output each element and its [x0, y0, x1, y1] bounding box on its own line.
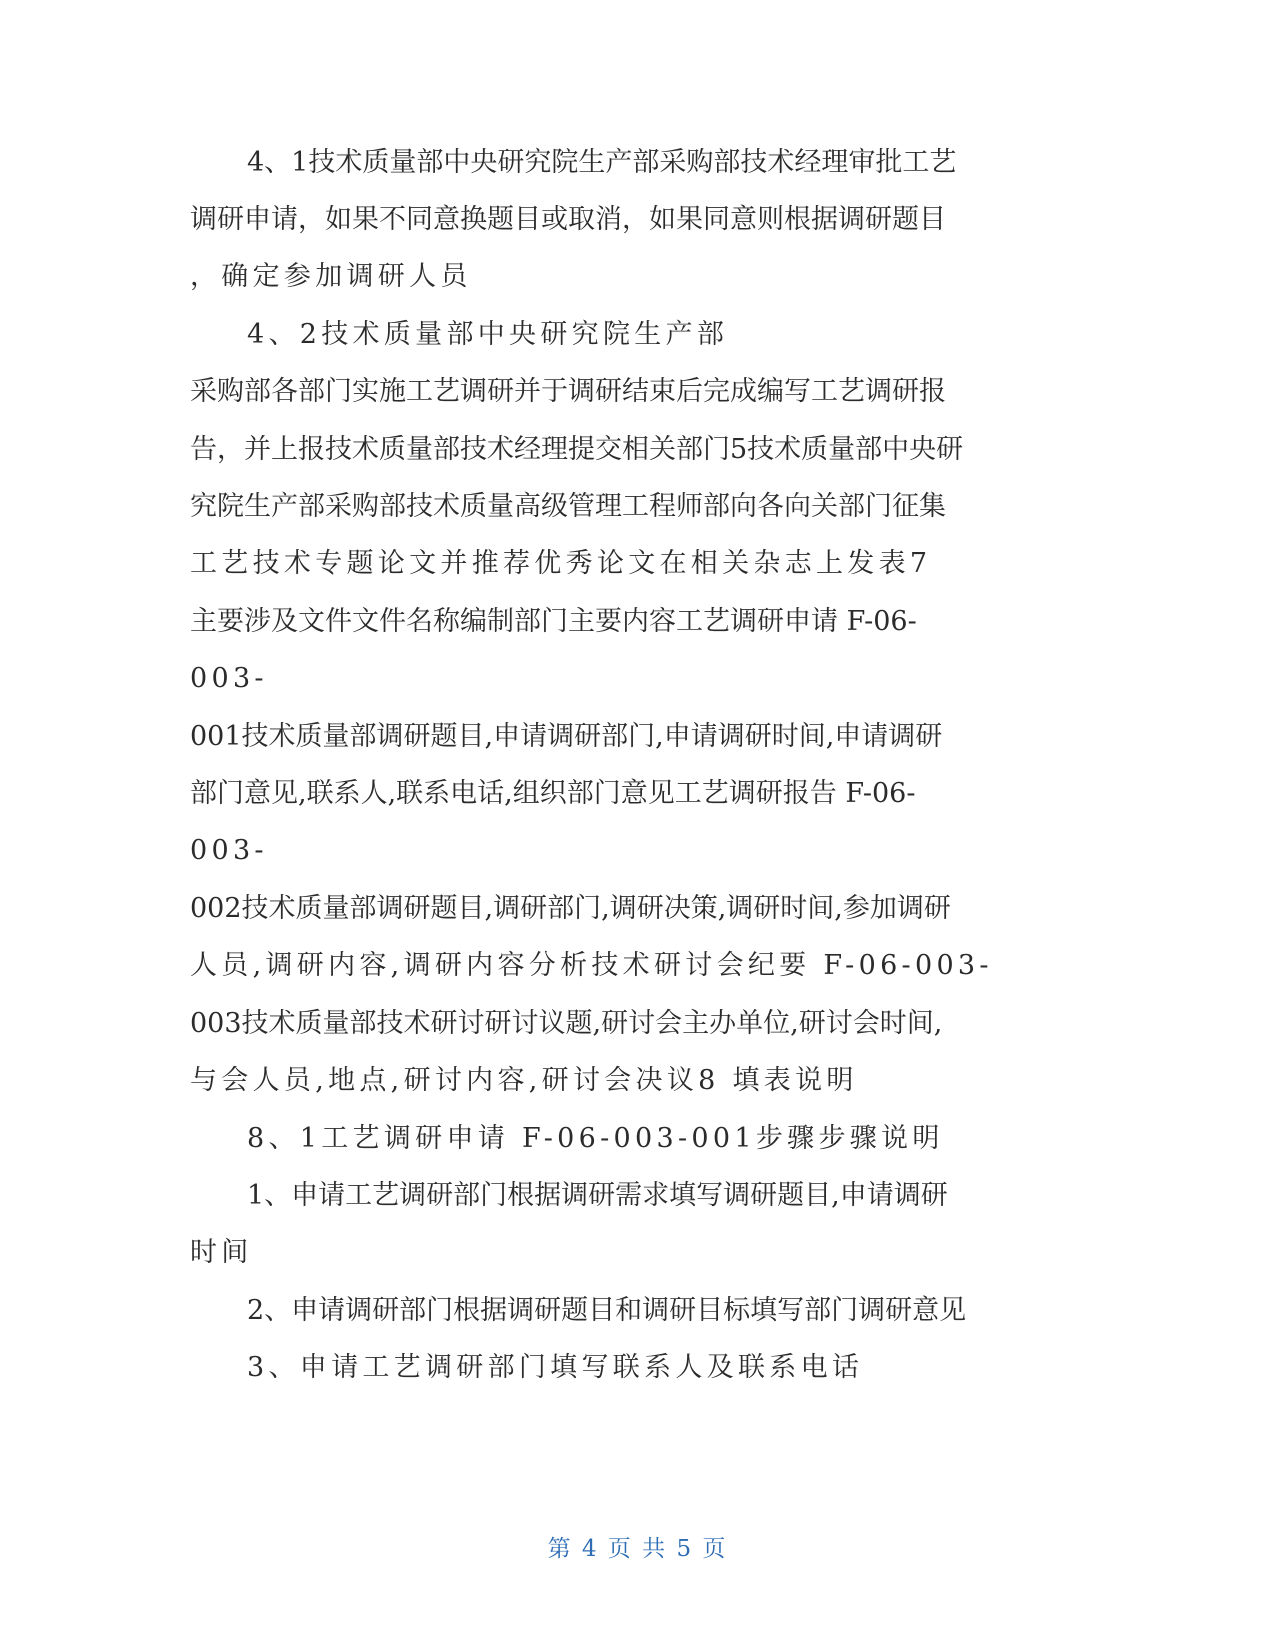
- paragraph-line: 部门意见,联系人,联系电话,组织部门意见工艺调研报告 F-06-: [190, 778, 916, 809]
- paragraph-line: 究院生产部采购部技术质量高级管理工程师部向各向关部门征集: [190, 491, 946, 522]
- paragraph-line: 1、申请工艺调研部门根据调研需求填写调研题目,申请调研: [247, 1180, 948, 1211]
- paragraph-line: 3、申请工艺调研部门填写联系人及联系电话: [247, 1352, 864, 1383]
- paragraph-line: 2、申请调研部门根据调研题目和调研目标填写部门调研意见: [247, 1295, 967, 1326]
- paragraph-line: 时间: [190, 1237, 253, 1268]
- paragraph-line: 工艺技术专题论文并推荐优秀论文在相关杂志上发表7: [190, 548, 932, 579]
- paragraph-line: 001技术质量部调研题目,申请调研部门,申请调研时间,申请调研: [190, 721, 943, 752]
- paragraph-line: 4、1技术质量部中央研究院生产部采购部技术经理审批工艺: [247, 147, 957, 178]
- paragraph-line: ，确定参加调研人员: [190, 261, 472, 292]
- paragraph-line: 002技术质量部调研题目,调研部门,调研决策,调研时间,参加调研: [190, 893, 951, 924]
- paragraph-line: 与会人员,地点,研讨内容,研讨会决议8 填表说明: [190, 1065, 858, 1096]
- paragraph-line: 003技术质量部技术研讨研讨议题,研讨会主办单位,研讨会时间,: [190, 1008, 943, 1039]
- page-number-footer: 第 4 页 共 5 页: [547, 1536, 728, 1562]
- paragraph-line: 4、2技术质量部中央研究院生产部: [247, 319, 729, 350]
- paragraph-line: 人员,调研内容,调研内容分析技术研讨会纪要 F-06-003-: [190, 950, 993, 981]
- paragraph-line: 采购部各部门实施工艺调研并于调研结束后完成编写工艺调研报: [190, 376, 946, 407]
- paragraph-line: 主要涉及文件文件名称编制部门主要内容工艺调研申请 F-06-: [190, 606, 917, 637]
- paragraph-line: 调研申请，如果不同意换题目或取消，如果同意则根据调研题目: [190, 204, 946, 235]
- paragraph-line: 告，并上报技术质量部技术经理提交相关部门5技术质量部中央研: [190, 434, 964, 465]
- paragraph-line: 003-: [190, 663, 268, 694]
- paragraph-line: 8、1工艺调研申请 F-06-003-001步骤步骤说明: [247, 1123, 944, 1154]
- paragraph-line: 003-: [190, 835, 268, 866]
